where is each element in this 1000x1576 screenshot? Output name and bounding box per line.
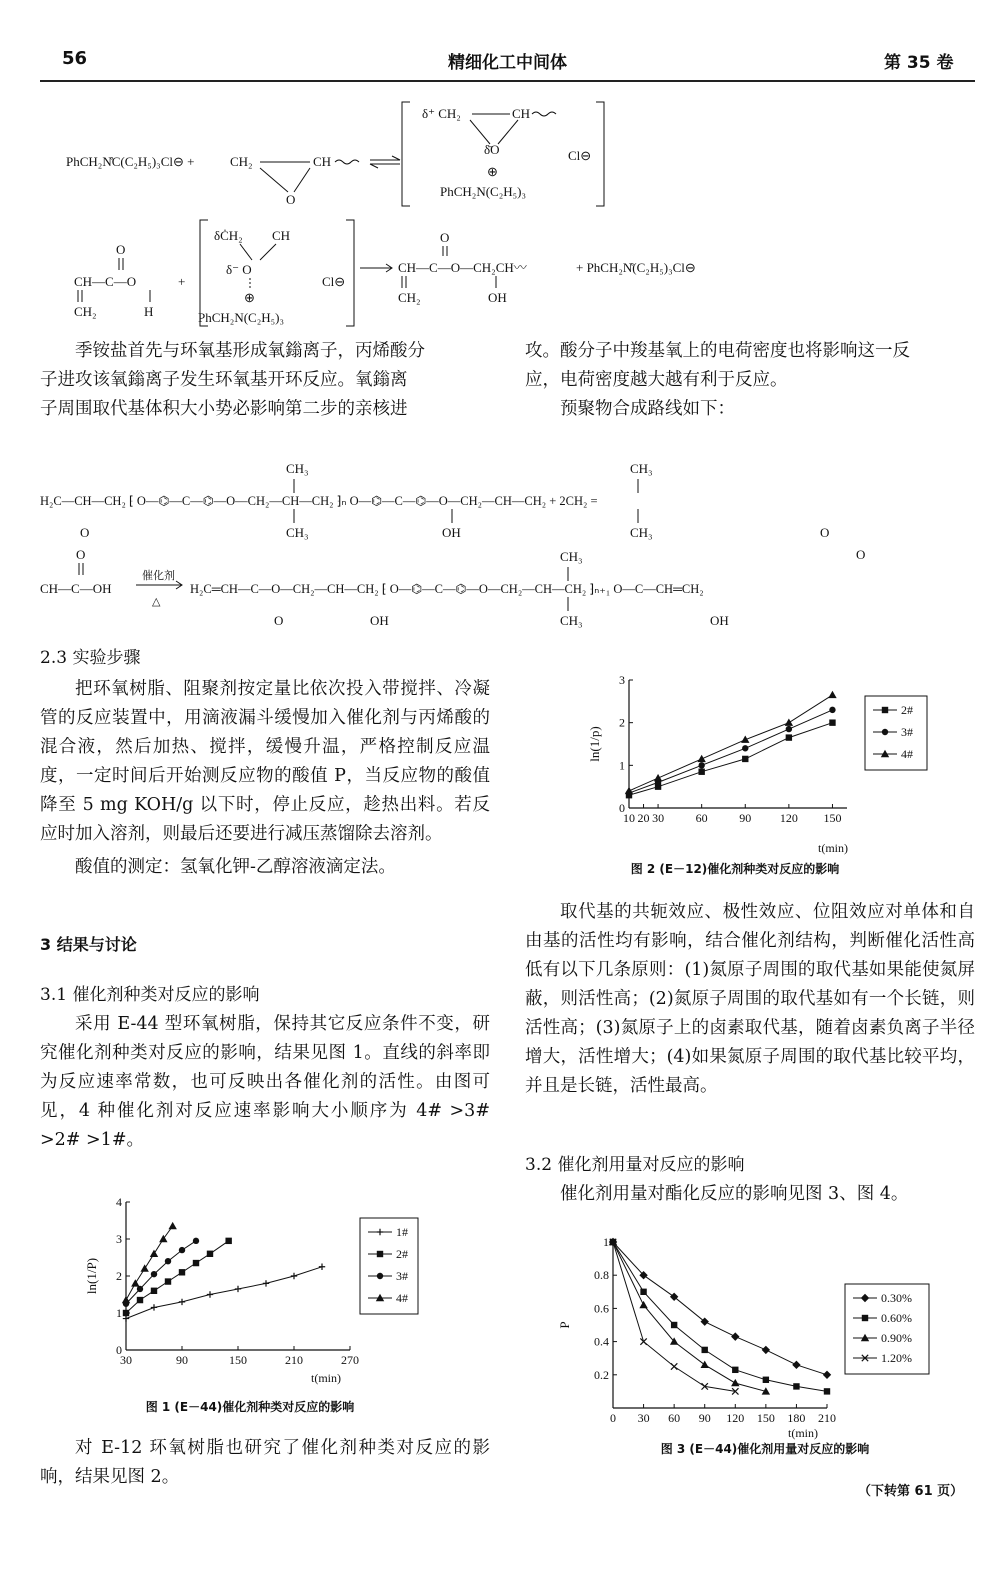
x-tick-label: 210: [285, 1353, 303, 1367]
legend-marker-2#: [377, 1251, 383, 1257]
x-tick-label: 30: [120, 1353, 132, 1367]
y-tick-label: 0: [116, 1343, 122, 1357]
legend-marker-3#: [377, 1273, 383, 1279]
product-quat: + PhCH₂N̊(C₂H₅)₃Cl⊖: [576, 260, 696, 275]
product-carbonyl-o: O: [440, 230, 450, 245]
epoxide-ch: CH: [313, 154, 332, 169]
scheme3-ch3-4: CH₃: [630, 525, 653, 540]
intro-left-line-1: 季铵盐首先与环氧基形成氧鎓离子，丙烯酸分: [75, 341, 425, 361]
data-point-4#: [122, 1296, 130, 1303]
data-point-0.30%: [731, 1332, 739, 1340]
data-point-2#: [193, 1260, 199, 1266]
data-point-1#: [319, 1264, 325, 1270]
acid-h: H: [144, 304, 154, 319]
reaction-scheme-1: [40, 96, 660, 218]
data-point-2#: [123, 1310, 129, 1316]
series-line-0.30%: [613, 1242, 827, 1375]
data-point-4#: [159, 1235, 167, 1242]
x-axis-label: t(min): [311, 1371, 341, 1385]
prepolymer-synthesis-scheme: [30, 455, 980, 635]
scheme3-prod-o: O: [274, 613, 284, 628]
x-tick-label: 30: [652, 811, 665, 825]
scheme3-acid-o: O: [76, 547, 86, 562]
x-tick-label: 90: [176, 1353, 188, 1367]
acid-carbonyl-o: O: [116, 242, 126, 257]
intro-right-text: [525, 337, 975, 424]
data-point-3#: [829, 707, 835, 713]
y-tick-label: 2: [619, 715, 625, 730]
figure-1-caption: 图 1 (E－44)催化剂种类对反应的影响: [145, 1400, 355, 1414]
legend-label-2#: 2#: [396, 1247, 408, 1261]
y-tick-label: 4: [116, 1195, 122, 1209]
figure-1-chart: [78, 1190, 438, 1390]
x-tick-label: 60: [668, 1411, 681, 1425]
legend-label-4#: 4#: [901, 747, 913, 761]
acid-value-method: 酸值的测定：氢氧化钾-乙醇溶液滴定法。: [75, 857, 396, 877]
y-tick-label: 0.4: [594, 1334, 609, 1349]
x-tick-label: 90: [739, 811, 752, 825]
continued-note: （下转第 61 页）: [858, 1484, 964, 1499]
y-tick-label: 0: [619, 801, 625, 815]
oxonium-plus: ⊕: [487, 164, 498, 179]
legend-marker-2#: [882, 707, 888, 713]
intro-right-line-3: 预聚物合成路线如下：: [560, 399, 735, 419]
x-tick-label: 120: [779, 811, 798, 825]
data-point-1#: [179, 1299, 185, 1305]
figure-3-chart: [555, 1230, 955, 1440]
data-point-3#: [193, 1238, 199, 1244]
x-tick-label: 210: [818, 1411, 836, 1425]
intro-left-line-2: 子进攻该氧鎓离子发生环氧基开环反应。氧鎓离: [40, 370, 408, 390]
section-3-title: 3 结果与讨论: [40, 935, 137, 954]
data-point-2#: [151, 1288, 157, 1294]
section-3-2-paragraph: 催化剂用量对酯化反应的影响见图 3、图 4。: [560, 1184, 909, 1204]
data-point-4#: [828, 691, 836, 698]
data-point-4#: [654, 774, 662, 781]
x-tick-label: 30: [637, 1411, 650, 1425]
y-tick-label: 0.6: [594, 1301, 609, 1316]
data-point-3#: [786, 726, 792, 732]
scheme3-ch3-5: CH₃: [560, 549, 583, 564]
figure-2-caption: 图 2 (E－12)催化剂种类对反应的影响: [630, 862, 840, 876]
legend-label-0.90%: 0.90%: [881, 1331, 912, 1345]
x-tick-label: 150: [756, 1411, 775, 1425]
scheme3-oh-2: OH: [370, 613, 389, 628]
intermediate-top: δ⁺ CH₂: [422, 106, 461, 121]
scheme3-heat: △: [152, 596, 161, 608]
epoxide-ch2: CH₂: [230, 154, 253, 169]
section-3-2-body: [525, 1180, 975, 1209]
series-line-1.20%: [613, 1242, 735, 1391]
x-tick-label: 0: [610, 1411, 616, 1425]
substituent-effects-paragraph: 取代基的共轭效应、极性效应、位阻效应对单体和自由基的活性均有影响，结合催化剂结构，判断催化活性高低有以下几条原则：(1)氮原子周围的取代基如果能使氮屏蔽，则活性高；(2)氮原子周围的取代基如有一个长链，则活性高；(3)氮原子上的卤素取代基，随着卤素负离子半径增大，活性增大；(4)如果氮原子周围的取代基比较平均，并且是长链，活性最高。: [525, 902, 975, 1096]
intermediate-amine: PhCH₂N(C₂H₅)₃: [440, 184, 527, 199]
data-point-1.20%: [640, 1338, 646, 1344]
data-point-2#: [165, 1278, 171, 1284]
data-point-4#: [140, 1264, 148, 1271]
data-point-1#: [123, 1315, 129, 1321]
data-point-0.60%: [640, 1289, 646, 1295]
x-tick-label: 90: [698, 1411, 711, 1425]
section-2-3-body: [40, 675, 490, 882]
x-axis-label: t(min): [818, 841, 848, 855]
legend-label-0.60%: 0.60%: [881, 1311, 912, 1325]
data-point-1#: [151, 1304, 157, 1310]
scheme3-ch3-3: CH₃: [286, 525, 309, 540]
journal-title: 精细化工中间体: [448, 53, 567, 73]
oxonium2-plus: ⊕: [244, 290, 255, 305]
data-point-4#: [625, 787, 633, 794]
data-point-4#: [168, 1222, 176, 1229]
section-2-3-title: 2.3 实验步骤: [40, 648, 141, 668]
intro-right-line-2: 应，电荷密度越大越有利于反应。: [525, 370, 788, 390]
data-point-0.60%: [763, 1377, 769, 1383]
data-point-0.60%: [702, 1347, 708, 1353]
y-axis-label: P: [557, 1321, 572, 1329]
header-rule: [40, 80, 975, 82]
scheme3-line1: H₂C—CH—CH₂ ⁅ O—⌬—C—⌬—O—CH₂—CH—CH₂ ⁆ₙ O—⌬—C—⌬—O—CH₂—CH—CH₂ + 2CH₂ =: [40, 494, 598, 508]
y-axis-label: ln(1/p): [587, 726, 602, 762]
data-point-0.30%: [792, 1361, 800, 1369]
legend-box: [865, 696, 927, 770]
intermediate2-o: δ⁻ O: [226, 262, 252, 277]
x-tick-label: 270: [341, 1353, 359, 1367]
legend-label-4#: 4#: [396, 1291, 408, 1305]
legend-label-3#: 3#: [396, 1269, 408, 1283]
y-tick-label: 2: [116, 1269, 122, 1283]
data-point-0.60%: [793, 1383, 799, 1389]
intermediate-o: δ̄O: [484, 142, 500, 157]
acid-ch2: CH₂: [74, 304, 97, 319]
y-tick-label: 1: [619, 758, 625, 773]
data-point-2#: [786, 734, 792, 740]
data-point-0.90%: [639, 1301, 647, 1308]
scheme3-acid: CH—C—OH: [40, 581, 112, 596]
x-tick-label: 150: [823, 811, 842, 825]
scheme3-ch3-1: CH₃: [286, 461, 309, 476]
data-point-3#: [742, 745, 748, 751]
scheme3-end-o: O: [856, 547, 866, 562]
data-point-1.20%: [671, 1363, 677, 1369]
x-tick-label: 180: [787, 1411, 806, 1425]
figure-2-intro-text: 对 E-12 环氧树脂也研究了催化剂种类对反应的影响，结果见图 2。: [40, 1438, 490, 1487]
data-point-1#: [235, 1286, 241, 1292]
legend-label-1#: 1#: [396, 1225, 408, 1239]
figure-2-chart: [585, 668, 965, 858]
legend-label-3#: 3#: [901, 725, 913, 739]
series-line-0.60%: [613, 1242, 827, 1391]
intro-left-text: [40, 337, 490, 424]
x-tick-label: 10: [623, 811, 635, 825]
data-point-0.60%: [671, 1322, 677, 1328]
data-point-0.90%: [731, 1379, 739, 1386]
scheme2-plus: +: [178, 274, 186, 289]
right-column-body: [525, 898, 975, 1101]
x-tick-label: 20: [637, 811, 650, 825]
data-point-0.60%: [824, 1388, 830, 1394]
page-number: 56: [62, 48, 88, 69]
x-tick-label: 150: [229, 1353, 247, 1367]
scheme3-epoxy-o-1: O: [80, 525, 90, 540]
x-axis-label: t(min): [788, 1426, 818, 1440]
product-main: CH—C—O—CH₂CH〰: [398, 260, 527, 275]
legend-label-1.20%: 1.20%: [881, 1351, 912, 1365]
data-point-0.60%: [732, 1367, 738, 1373]
y-axis-label: ln(1/P): [84, 1257, 99, 1295]
figure-2-intro: [40, 1434, 490, 1492]
data-point-1#: [263, 1280, 269, 1286]
series-line-4#: [629, 695, 833, 791]
chloride-1: Cl⊖: [568, 148, 592, 163]
data-point-0.90%: [701, 1361, 709, 1368]
acid-main: CH—C—O: [74, 274, 137, 289]
y-tick-label: 1: [116, 1306, 122, 1320]
data-point-2#: [742, 756, 748, 762]
data-point-3#: [151, 1271, 157, 1277]
legend-label-2#: 2#: [901, 703, 913, 717]
legend-marker-0.60%: [862, 1315, 868, 1321]
intermediate2-top: δĊH₂: [214, 228, 243, 243]
data-point-2#: [829, 719, 835, 725]
data-point-3#: [698, 762, 704, 768]
y-tick-label: 0.2: [594, 1367, 609, 1382]
data-point-0.30%: [823, 1371, 831, 1379]
data-point-2#: [179, 1269, 185, 1275]
section-3-2-title: 3.2 催化剂用量对反应的影响: [525, 1155, 745, 1175]
section-3-1-paragraph: 采用 E-44 型环氧树脂，保持其它反应条件不变，研究催化剂种类对反应的影响，结果见图 1。直线的斜率即为反应速率常数，也可反映出各催化剂的活性。由图可见，4 种催化剂对反应速率影响大小顺序为 4# >3# >2# >1#。: [40, 1014, 490, 1150]
scheme3-epoxy-o-2: O: [820, 525, 830, 540]
scheme3-ch3-6: CH₃: [560, 613, 583, 628]
data-point-4#: [785, 718, 793, 725]
procedure-paragraph: 把环氧树脂、阻聚剂按定量比依次投入带搅拌、冷凝管的反应装置中，用滴液漏斗缓慢加入催化剂与丙烯酸的混合液，然后加热、搅拌，缓慢升温，严格控制反应温度，一定时间后开始测反应物的酸值 P，当反应物的酸值降至 5 mg KOH/g 以下时，停止反应，趁热出料。若反应时加入溶剂，则最后还要进行减压蒸馏除去溶剂。: [40, 679, 490, 844]
quat-reactant: PhCH₂N̊C(C₂H₅)₃Cl⊖ +: [66, 154, 195, 169]
data-point-3#: [165, 1258, 171, 1264]
scheme3-oh-3: OH: [710, 613, 729, 628]
x-tick-label: 60: [695, 811, 708, 825]
epoxide-o: O: [286, 192, 296, 207]
data-point-3#: [179, 1247, 185, 1253]
scheme3-ch3-2: CH₃: [630, 461, 653, 476]
scheme3-catalyst: 催化剂: [142, 570, 175, 582]
y-tick-label: 3: [619, 673, 625, 687]
intermediate2-ch: CH: [272, 228, 291, 243]
figure-3-caption: 图 3 (E－44)催化剂用量对反应的影响: [660, 1442, 870, 1456]
data-point-2#: [698, 769, 704, 775]
scheme3-oh-1: OH: [442, 525, 461, 540]
intermediate2-amine: PhCH₂N(C₂H₅)₃: [198, 310, 285, 325]
intro-left-line-3: 子周围取代基体积大小势必影响第二步的亲核进: [40, 399, 408, 419]
scheme3-line2: H₂C═CH—C—O—CH₂—CH—CH₂ ⁅ O—⌬—C—⌬—O—CH₂—CH—CH₂ ⁆ₙ₊₁ O—C—CH═CH₂: [190, 582, 704, 596]
y-tick-label: 0.8: [594, 1268, 609, 1283]
data-point-4#: [741, 736, 749, 743]
data-point-4#: [131, 1279, 139, 1286]
data-point-4#: [697, 755, 705, 762]
legend-marker-3#: [882, 729, 888, 735]
intro-right-line-1: 攻。酸分子中羧基氧上的电荷密度也将影响这一反: [525, 341, 910, 361]
chloride-2: Cl⊖: [322, 274, 346, 289]
section-3-1-title: 3.1 催化剂种类对反应的影响: [40, 985, 260, 1005]
data-point-2#: [137, 1297, 143, 1303]
product-ch2: CH₂: [398, 290, 421, 305]
product-oh: OH: [488, 290, 507, 305]
data-point-1#: [207, 1291, 213, 1297]
section-3-1-body: [40, 1010, 490, 1155]
data-point-2#: [207, 1251, 213, 1257]
reaction-scheme-2: [40, 216, 760, 328]
x-tick-label: 120: [726, 1411, 745, 1425]
data-point-4#: [150, 1250, 158, 1257]
y-tick-label: 3: [116, 1232, 122, 1246]
volume-label: 第 35 卷: [884, 53, 954, 73]
data-point-0.30%: [762, 1346, 770, 1354]
data-point-2#: [225, 1238, 231, 1244]
y-tick-label: 1: [603, 1235, 609, 1249]
data-point-3#: [137, 1286, 143, 1292]
series-line-3#: [126, 1241, 196, 1304]
intermediate-ch: CH: [512, 106, 531, 121]
data-point-1#: [291, 1273, 297, 1279]
legend-label-0.30%: 0.30%: [881, 1291, 912, 1305]
